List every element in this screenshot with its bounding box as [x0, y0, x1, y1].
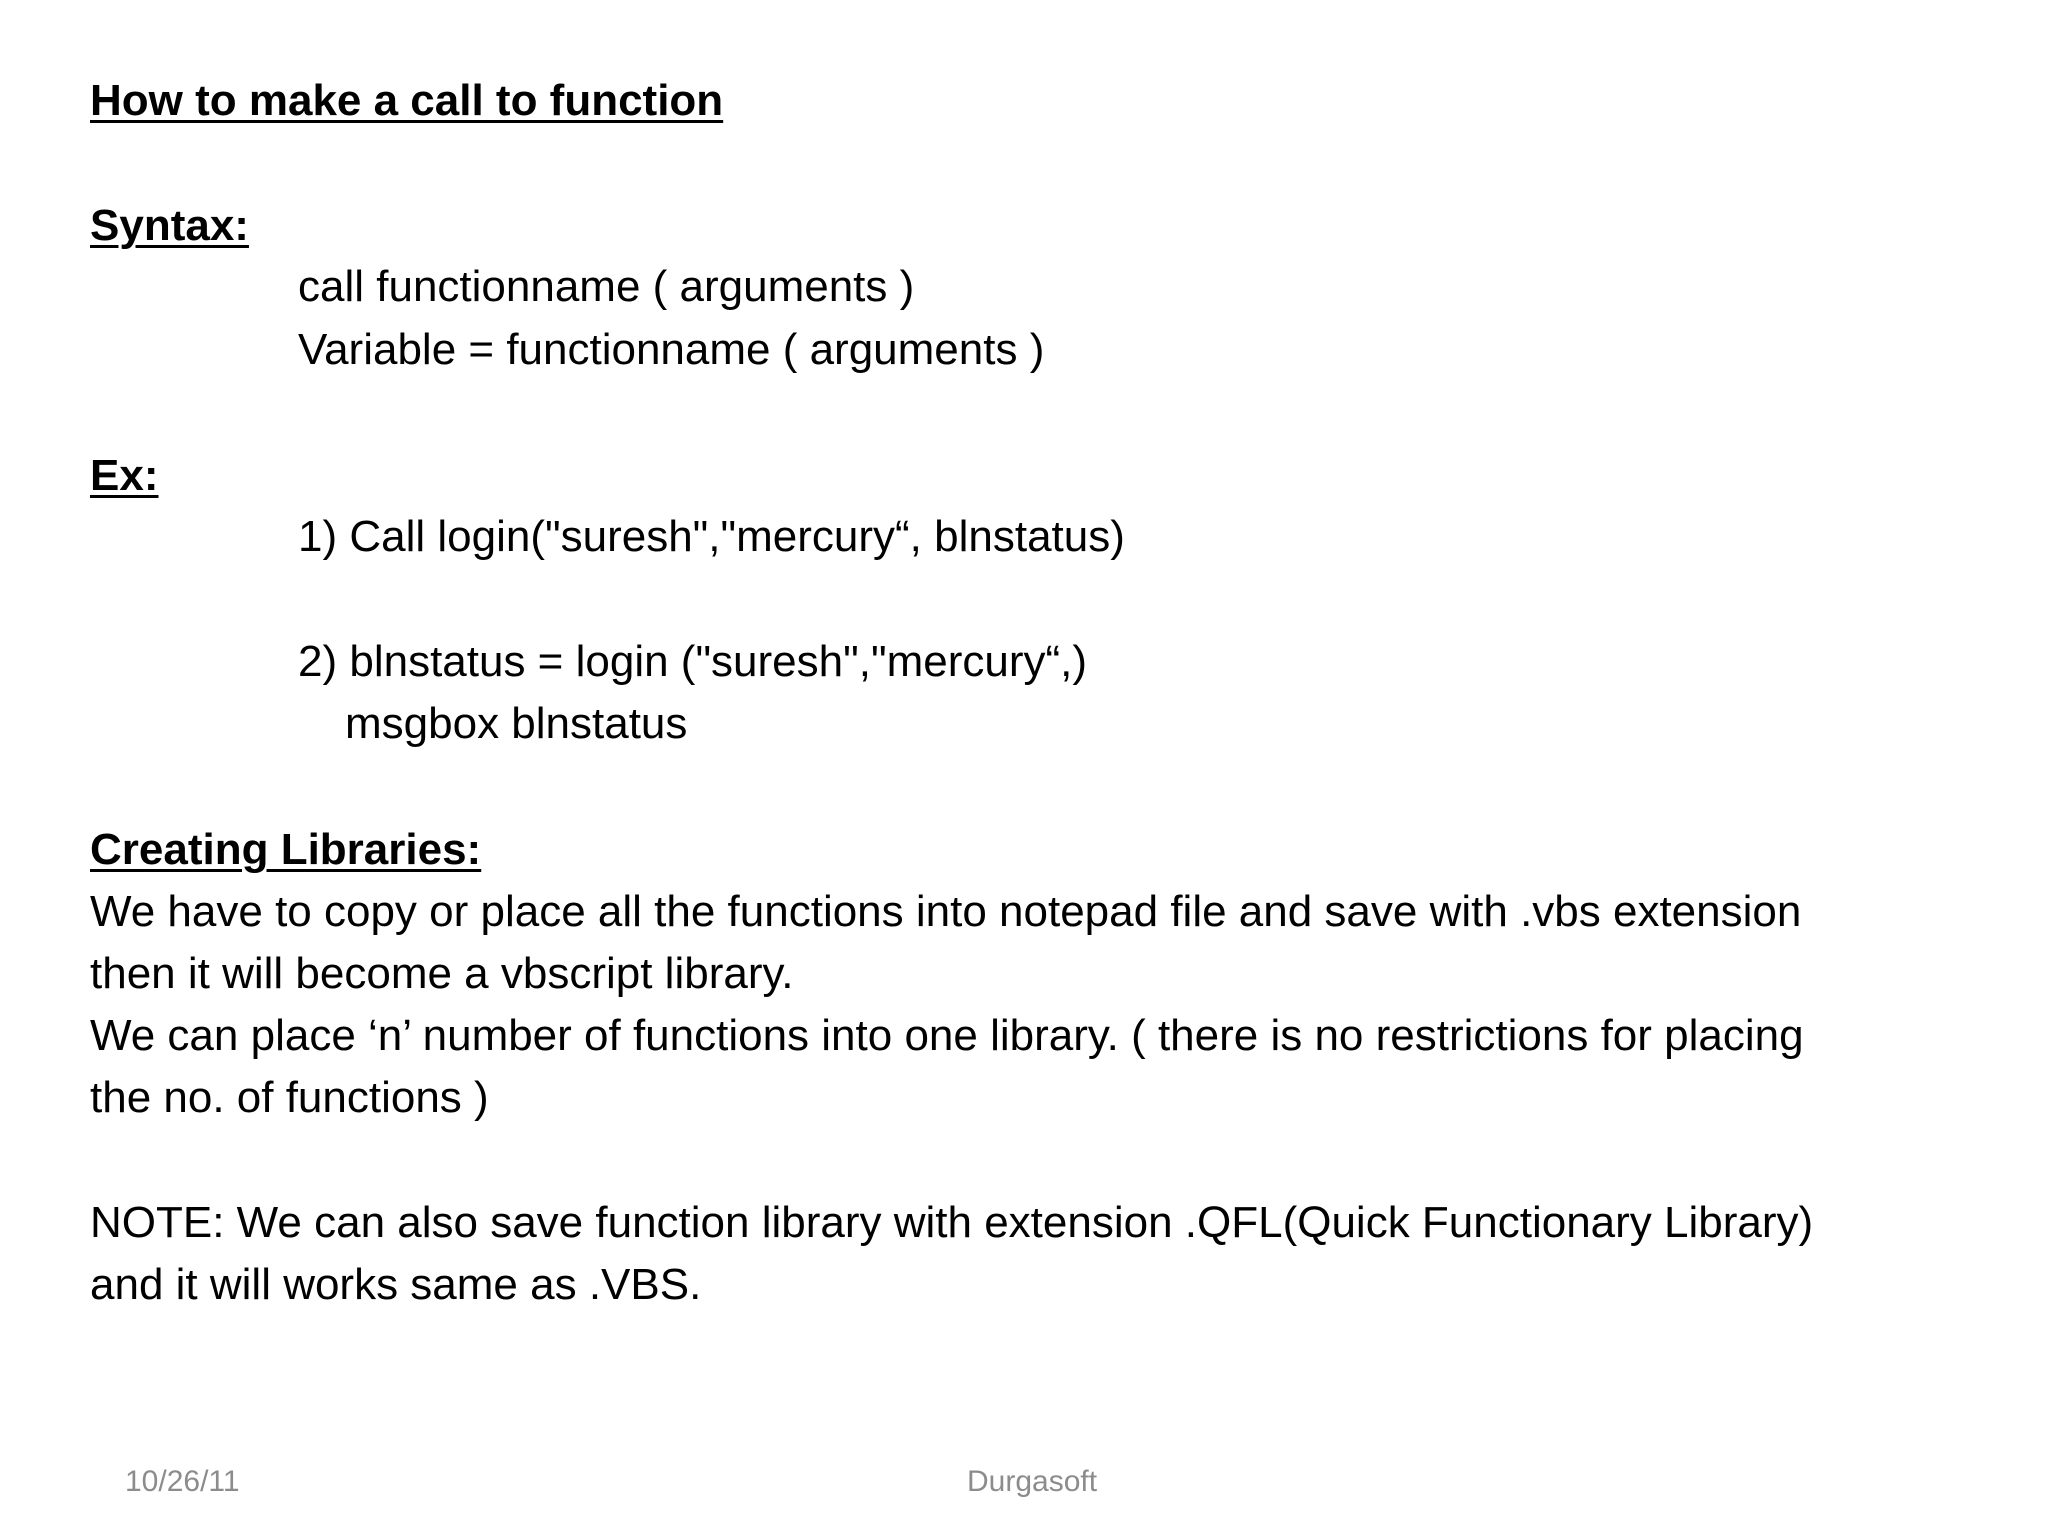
libraries-line-3: We can place ‘n’ number of functions into one library. ( there is no restrictions for placing [90, 1011, 1804, 1060]
syntax-line-1: call functionname ( arguments ) [298, 262, 915, 311]
syntax-line-2: Variable = functionname ( arguments ) [298, 325, 1045, 374]
example-heading: Ex: [90, 451, 159, 500]
libraries-line-4: the no. of functions ) [90, 1073, 489, 1122]
note-line-1: NOTE: We can also save function library with extension .QFL(Quick Functionary Library) [90, 1198, 1814, 1247]
example-line-1: 1) Call login("suresh","mercury“, blnstatus) [298, 512, 1125, 561]
syntax-heading: Syntax: [90, 201, 249, 250]
libraries-line-1: We have to copy or place all the functions into notepad file and save with .vbs extension [90, 887, 1802, 936]
example-line-3: msgbox blnstatus [345, 699, 688, 748]
libraries-heading: Creating Libraries: [90, 825, 482, 874]
libraries-line-2: then it will become a vbscript library. [90, 949, 794, 998]
footer-author: Durgasoft [967, 1465, 1098, 1498]
note-line-2: and it will works same as .VBS. [90, 1260, 702, 1309]
footer-date: 10/26/11 [125, 1465, 240, 1498]
page-title: How to make a call to function [90, 76, 724, 125]
example-line-2: 2) blnstatus = login ("suresh","mercury“,) [298, 637, 1088, 686]
